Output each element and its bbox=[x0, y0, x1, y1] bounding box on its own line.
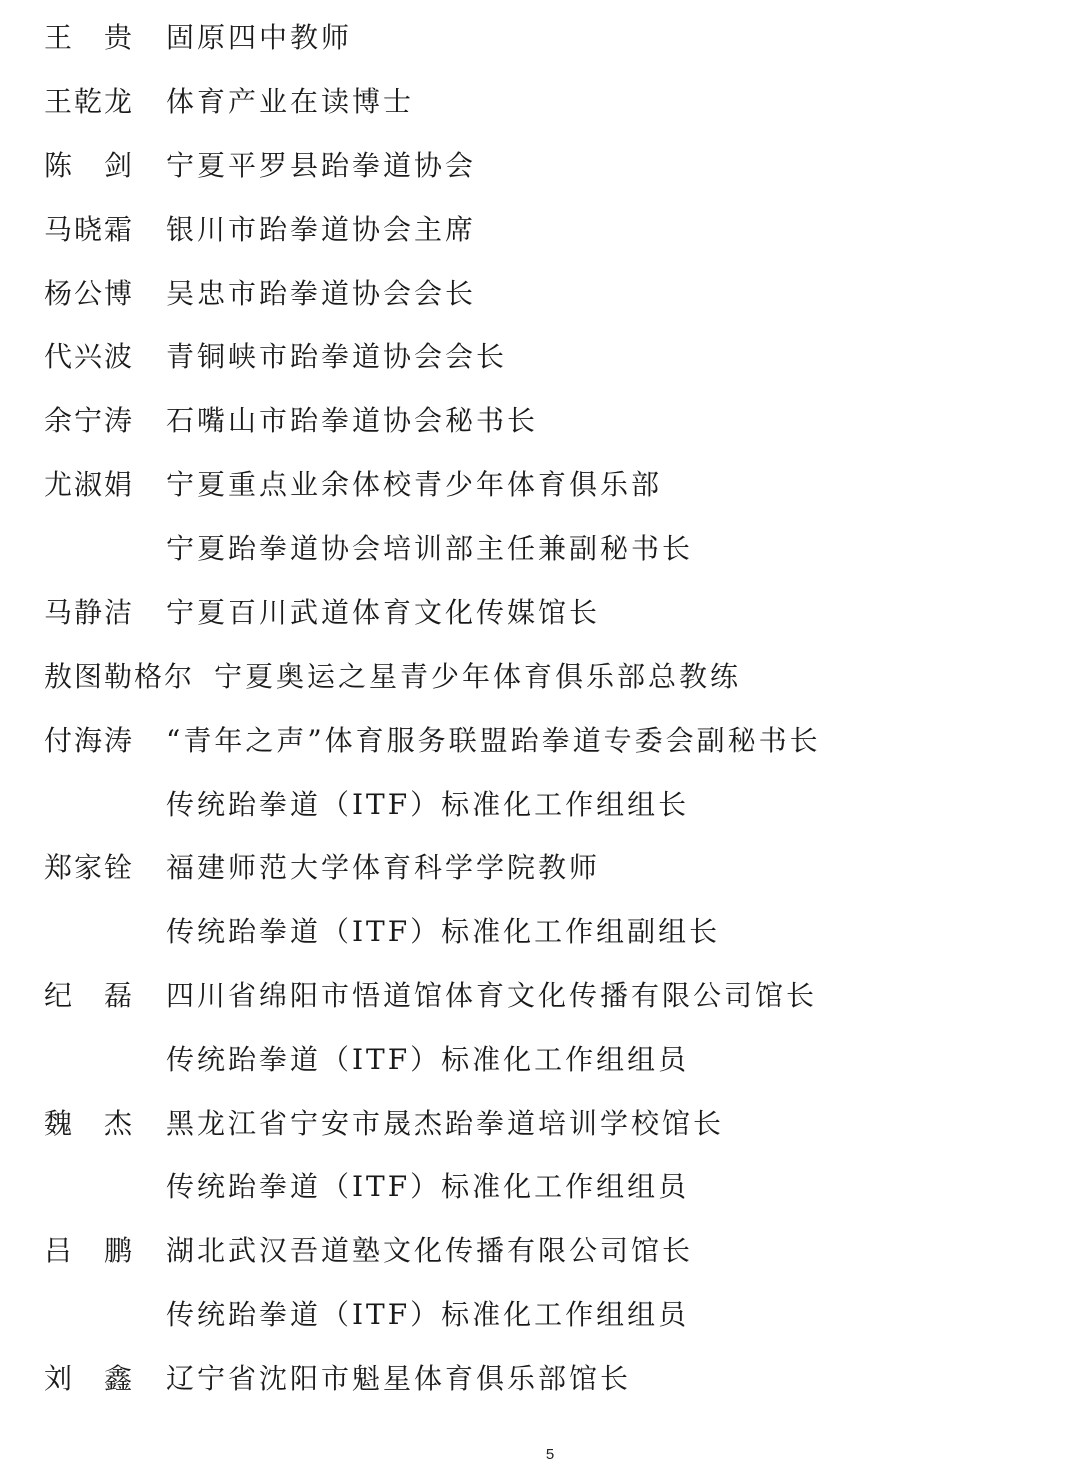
person-name: 王 贵 bbox=[44, 21, 135, 54]
person-name: 郑家铨 bbox=[44, 851, 135, 884]
entry-continuation-row bbox=[0, 785, 1080, 825]
entry-row bbox=[0, 18, 1080, 58]
entry-row bbox=[0, 593, 1080, 633]
person-name: 纪 磊 bbox=[44, 979, 135, 1012]
person-title-continued: 传统跆拳道（ITF）标准化工作组组长 bbox=[166, 788, 690, 821]
person-title: 宁夏百川武道体育文化传媒馆长 bbox=[166, 596, 601, 629]
entry-continuation-row bbox=[0, 912, 1080, 952]
person-title: “青年之声”体育服务联盟跆拳道专委会副秘书长 bbox=[166, 724, 821, 757]
person-title: 四川省绵阳市悟道馆体育文化传播有限公司馆长 bbox=[166, 979, 818, 1012]
entry-continuation-row bbox=[0, 1040, 1080, 1080]
entry-row bbox=[0, 210, 1080, 250]
entry-row bbox=[0, 657, 1080, 697]
person-name: 陈 剑 bbox=[44, 149, 135, 182]
entry-row bbox=[0, 465, 1080, 505]
person-name: 刘 鑫 bbox=[44, 1362, 135, 1395]
entry-row bbox=[0, 848, 1080, 888]
entry-continuation-row bbox=[0, 1167, 1080, 1207]
person-title: 银川市跆拳道协会主席 bbox=[166, 213, 477, 246]
person-title-continued: 传统跆拳道（ITF）标准化工作组组员 bbox=[166, 1298, 690, 1331]
person-name: 马晓霜 bbox=[44, 213, 135, 246]
entry-row bbox=[0, 1231, 1080, 1271]
person-name: 付海涛 bbox=[44, 724, 135, 757]
person-title: 青铜峡市跆拳道协会会长 bbox=[166, 340, 508, 373]
person-title: 黑龙江省宁安市晟杰跆拳道培训学校馆长 bbox=[166, 1107, 725, 1140]
person-name: 王乾龙 bbox=[44, 85, 135, 118]
person-title: 固原四中教师 bbox=[166, 21, 353, 54]
person-title-continued: 宁夏跆拳道协会培训部主任兼副秘书长 bbox=[166, 532, 694, 565]
person-title: 福建师范大学体育科学学院教师 bbox=[166, 851, 601, 884]
person-title: 宁夏重点业余体校青少年体育俱乐部 bbox=[166, 468, 663, 501]
person-name: 杨公博 bbox=[44, 277, 135, 310]
person-title: 辽宁省沈阳市魁星体育俱乐部馆长 bbox=[166, 1362, 632, 1395]
person-name: 余宁涛 bbox=[44, 404, 135, 437]
person-name: 魏 杰 bbox=[44, 1107, 135, 1140]
person-title-continued: 传统跆拳道（ITF）标准化工作组副组长 bbox=[166, 915, 721, 948]
entry-row bbox=[0, 82, 1080, 122]
entry-row bbox=[0, 401, 1080, 441]
entry-row bbox=[0, 721, 1080, 761]
entry-row bbox=[0, 146, 1080, 186]
person-title: 体育产业在读博士 bbox=[166, 85, 415, 118]
entry-row bbox=[0, 337, 1080, 377]
person-title: 宁夏平罗县跆拳道协会 bbox=[166, 149, 477, 182]
person-name: 尤淑娟 bbox=[44, 468, 135, 501]
person-title-continued: 传统跆拳道（ITF）标准化工作组组员 bbox=[166, 1043, 690, 1076]
person-title: 石嘴山市跆拳道协会秘书长 bbox=[166, 404, 539, 437]
person-title: 吴忠市跆拳道协会会长 bbox=[166, 277, 477, 310]
person-name: 敖图勒格尔 bbox=[44, 660, 195, 693]
person-title: 湖北武汉吾道塾文化传播有限公司馆长 bbox=[166, 1234, 694, 1267]
entry-row bbox=[0, 1359, 1080, 1399]
person-title-continued: 传统跆拳道（ITF）标准化工作组组员 bbox=[166, 1170, 690, 1203]
entry-row bbox=[0, 274, 1080, 314]
person-name: 马静洁 bbox=[44, 596, 135, 629]
entry-row bbox=[0, 1104, 1080, 1144]
entry-continuation-row bbox=[0, 1295, 1080, 1335]
person-title: 宁夏奥运之星青少年体育俱乐部总教练 bbox=[214, 660, 742, 693]
entry-row bbox=[0, 976, 1080, 1016]
entry-continuation-row bbox=[0, 529, 1080, 569]
page-number: 5 bbox=[545, 1446, 555, 1463]
person-name: 吕 鹏 bbox=[44, 1234, 135, 1267]
person-name: 代兴波 bbox=[44, 340, 135, 373]
